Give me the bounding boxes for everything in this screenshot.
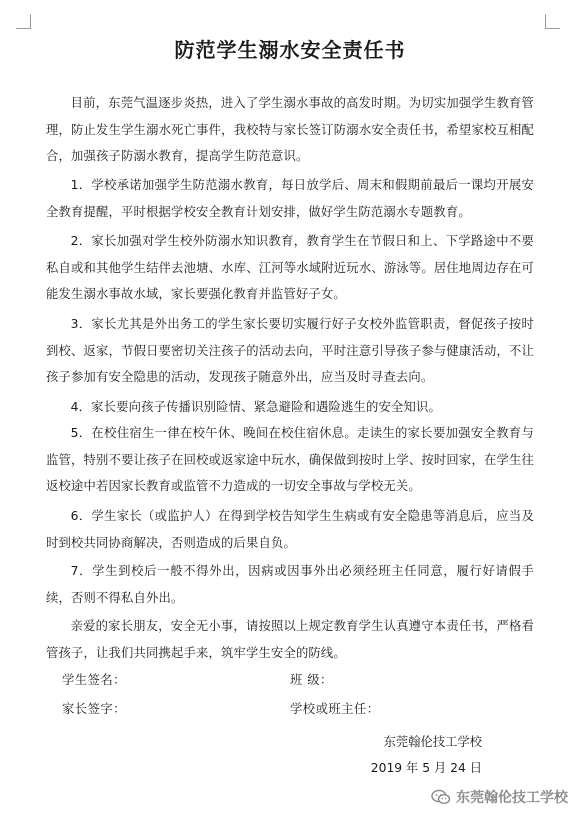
parent-signature-label: 家长签字： bbox=[62, 702, 126, 716]
wechat-watermark bbox=[431, 787, 568, 807]
clause-2: 2．家长加强对学生校外防溺水知识教育，教育学生在节假日和上、下学路途中不要私自或和其他学生结伴去池塘、水库、江河等水域附近玩水、游泳等。居住地周边存在可能发生溺水事故水域，家长要强化教育并监管好子女。 bbox=[46, 234, 534, 301]
watermark-text: 东莞翰伦技工学校 bbox=[456, 790, 568, 806]
school-name: 东莞翰伦技工学校 bbox=[383, 735, 482, 749]
clause-7: 7．学生到校后一般不得外出，因病或因事外出必须经班主任同意，履行好请假手续，否则不得私自外出。 bbox=[46, 564, 534, 605]
document-date: 2019 年 5 月 24 日 bbox=[370, 761, 482, 775]
document-title: 防范学生溺水安全责任书 bbox=[174, 38, 406, 62]
clause-5: 5．在校住宿生一律在校午休、晚间在校住宿休息。走读生的家长要加强安全教育与监管，特别不要让孩子在回校或返家途中玩水，确保做到按时上学、按时回家，在学生往返校途中若因家长教育或监管不力造成的一切安全事故与学校无关。 bbox=[46, 426, 534, 493]
student-signature-label: 学生签名： bbox=[62, 673, 126, 687]
page-corner-mark-left bbox=[16, 14, 31, 29]
wechat-icon bbox=[431, 789, 451, 805]
intro-paragraph: 目前，东莞气温逐步炎热，进入了学生溺水事故的高发时期。为切实加强学生教育管理，防止发生学生溺水死亡事件，我校特与家长签订防溺水安全责任书，希望家校互相配合，加强孩子防溺水教育，提高学生防范意识。 bbox=[46, 96, 534, 163]
clause-6: 6．学生家长（或监护人）在得到学校告知学生生病或有安全隐患等消息后，应当及时到校共同协商解决，否则造成的后果自负。 bbox=[46, 509, 534, 550]
class-label: 班 级： bbox=[290, 673, 333, 687]
closing-paragraph: 亲爱的家长朋友，安全无小事，请按照以上规定教育学生认真遵守本责任书，严格看管孩子，让我们共同携起手来，筑牢学生安全的防线。 bbox=[46, 619, 534, 660]
clause-3: 3．家长尤其是外出务工的学生家长要切实履行好子女校外监管职责，督促孩子按时到校、返家，节假日要密切关注孩子的活动去向，平时注意引导孩子参与健康活动，不让孩子参加有安全隐患的活动，发现孩子随意外出，应当及时寻查去向。 bbox=[46, 317, 534, 384]
teacher-signature-label: 学校或班主任： bbox=[290, 702, 380, 716]
clause-1: 1．学校承诺加强学生防范溺水教育，每日放学后、周末和假期前最后一课均开展安全教育提醒，平时根据学校安全教育计划安排，做好学生防范溺水专题教育。 bbox=[46, 178, 534, 219]
clause-4: 4．家长要向孩子传播识别险情、紧急避险和遇险逃生的安全知识。 bbox=[70, 400, 442, 414]
page-corner-mark-right bbox=[545, 14, 560, 29]
